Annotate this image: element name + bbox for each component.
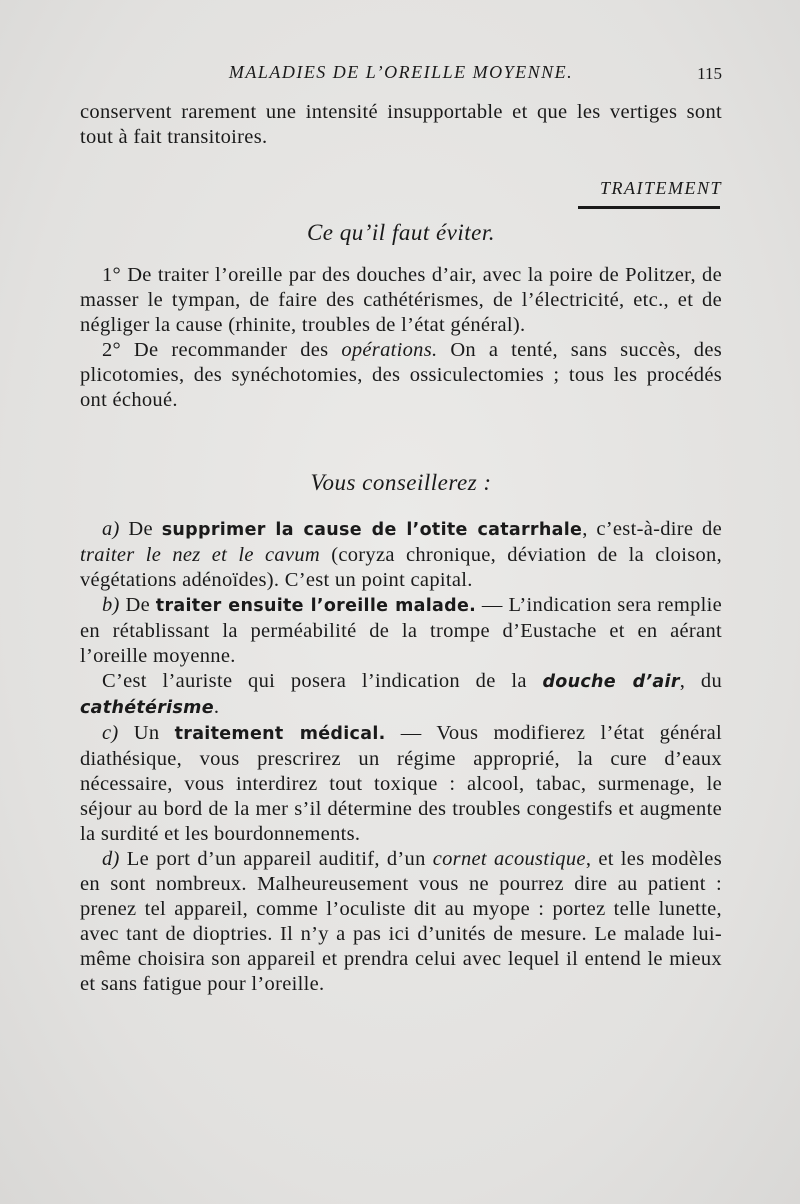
page-number: 115 [697,64,722,83]
page-header [80,62,722,90]
auriste-middle: , du [679,670,723,692]
advise-item-c [80,721,722,847]
item-d-before: Le port d’un appareil auditif, d’un [119,848,433,870]
avoid-item-2 [80,338,722,413]
item-d-letter: d) [102,848,120,870]
item-a-after: (coryza chronique, déviation de la cloison, végétations adénoïdes). C’est un point capital. [80,544,722,591]
advise-list [80,517,722,997]
avoid-item-2-italic: opérations. [341,339,438,361]
advise-heading: Vous conseillerez : [310,470,492,495]
item-a-bold: supprimer la cause de l’otite catarrhale [161,520,583,540]
item-d-italic: cornet acoustique [432,848,586,870]
avoid-item-2-end: On a tenté, sans succès, des plicotomies, des synéchotomies, des ossiculectomies ; tous les procédés ont échoué. [80,339,723,411]
item-c-letter: c) [102,722,119,744]
intro-text: conservent rarement une intensité insupportable et que les vertiges sont tout à fait transitoires. [80,101,722,148]
avoid-item-2-start: 2° De recommander des [102,339,342,361]
intro-paragraph [80,100,722,150]
advise-item-b [80,593,722,669]
item-b-after: — L’indication sera remplie en rétablissant la perméabilité de la trompe d’Eustache et en aérant l’oreille moyenne. [80,594,723,667]
item-a-italic: traiter le nez et le cavum [80,544,320,566]
item-d-after: , et les modèles en sont nombreux. Malheureusement vous ne pourrez dire au patient : prenez tel appareil, comme l’oculiste dit au myope : portez telle lunette, avec tant de dioptries. Il n’y a pas ici d’unités de mesure. Le malade lui-même choisira son appareil et prendra celui avec lequel il entend le mieux et sans fatigue pour l’oreille. [80,848,722,995]
item-a-letter: a) [102,518,120,540]
section-rule [578,206,720,209]
item-c-before: Un [118,722,175,744]
section-label: TRAITEMENT [599,178,722,198]
running-title: MALADIES DE L’OREILLE MOYENNE. [228,62,574,82]
avoid-list [80,263,722,413]
auriste-before: C’est l’auriste qui posera l’indication de la [102,670,543,692]
avoid-item-1: 1° De traiter l’oreille par des douches d’air, avec la poire de Politzer, de masser le tympan, de faire des cathétérismes, de l’électricité, etc., et de négliger la cause (rhinite, troubles de l’état général). [80,264,722,336]
item-c-after: — Vous modifierez l’état général diathésique, vous prescrirez un régime approprié, la cure d’eaux nécessaire, vous interdirez tout toxique : alcool, tabac, surmenage, le séjour au bord de la mer s’il détermine des troubles congestifs et augmente la surdité et les bourdonnements. [80,722,722,845]
advise-item-d [80,847,722,997]
avoid-heading: Ce qu’il faut éviter. [306,220,496,245]
advise-item-a [80,517,722,593]
item-b-letter: b) [102,594,120,616]
item-b-bold: traiter ensuite l’oreille malade. [155,596,477,616]
auriste-after: . [213,696,220,718]
item-b-before: De [119,594,156,616]
item-a-before: De [119,518,162,540]
auriste-bold-1: douche d’air [542,672,680,692]
auriste-bold-2: cathétérisme [80,698,214,718]
item-c-bold: traitement médical. [174,724,386,744]
item-a-middle: , c’est-à-dire de [582,518,722,540]
auriste-paragraph [80,669,722,721]
